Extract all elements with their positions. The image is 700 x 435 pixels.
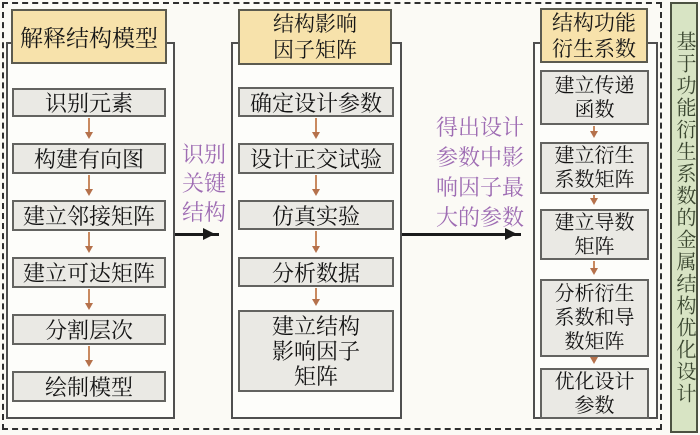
down-arrow-icon [315, 231, 317, 250]
step-reachability-matrix: 建立可达矩阵 [12, 257, 166, 288]
column-derived-coefficient-header: 结构功能 衍生系数 [540, 8, 648, 63]
down-arrow-icon [88, 175, 90, 193]
column-impact-matrix-header: 结构影响 因子矩阵 [238, 9, 392, 65]
down-arrow-icon [593, 358, 595, 361]
step-identify-elements: 识别元素 [12, 88, 166, 117]
step-derivative-matrix: 建立导数 矩阵 [540, 209, 649, 260]
side-banner-text: 基于功能衍生系数的金属结构优化设计 [673, 30, 695, 405]
down-arrow-icon [593, 195, 595, 202]
down-arrow-icon [88, 289, 90, 307]
step-partition-levels: 分割层次 [12, 314, 166, 345]
step-orthogonal-experiment: 设计正交试验 [238, 143, 394, 174]
step-derived-coefficient-matrix: 建立衍生 系数矩阵 [540, 142, 649, 194]
down-arrow-icon [315, 175, 317, 193]
down-arrow-icon [88, 232, 90, 250]
step-build-impact-factor-matrix: 建立结构 影响因子 矩阵 [238, 310, 394, 392]
step-draw-model: 绘制模型 [12, 371, 166, 402]
step-build-digraph: 构建有向图 [12, 143, 166, 174]
step-simulation-experiment: 仿真实验 [238, 200, 394, 230]
header-line: 解释结构模型 [20, 26, 158, 51]
right-arrow-icon [402, 233, 521, 236]
step-optimize-design-params: 优化设计 参数 [540, 368, 649, 419]
step-transfer-function: 建立传递 函数 [540, 70, 649, 125]
connector-label-max-impact-parameter: 得出设计 参数中影 响因子最 大的参数 [435, 115, 524, 230]
step-analyze-data: 分析数据 [238, 257, 394, 287]
column-ism-header [11, 9, 167, 64]
right-arrow-icon [175, 233, 219, 236]
down-arrow-icon [593, 126, 595, 135]
down-arrow-icon [88, 118, 90, 136]
down-arrow-icon [315, 118, 317, 136]
down-arrow-icon [88, 346, 90, 364]
step-determine-design-params: 确定设计参数 [238, 87, 394, 117]
down-arrow-icon [315, 288, 317, 303]
side-banner [670, 2, 698, 433]
step-adjacency-matrix: 建立邻接矩阵 [12, 200, 166, 231]
connector-label-identify-key-structure: 识别 关键 结构 [181, 142, 226, 225]
step-analyze-matrices: 分析衍生 系数和导 数矩阵 [540, 279, 649, 357]
down-arrow-icon [593, 261, 595, 272]
